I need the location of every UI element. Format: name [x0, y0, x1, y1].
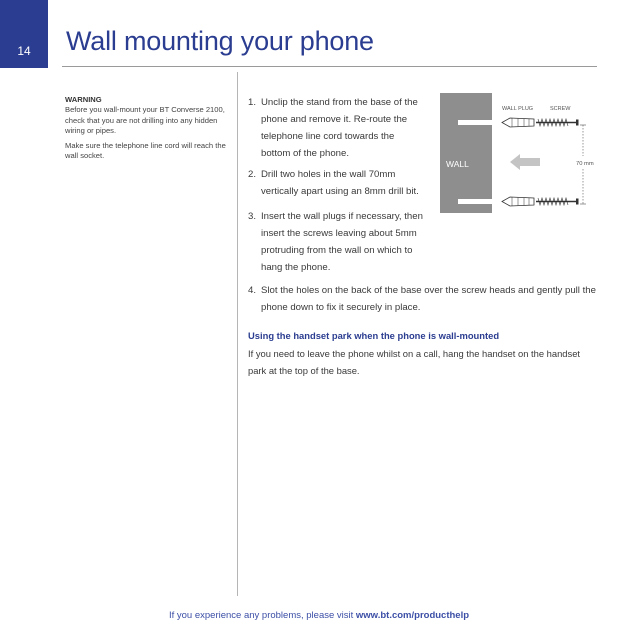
warning-paragraph-2 [65, 141, 230, 162]
drill-hole-bottom [458, 199, 496, 204]
step-line: insert the screws leaving about 5mm [261, 228, 417, 239]
step-text [261, 282, 621, 316]
step-number: 1. [248, 97, 257, 108]
warning-heading: WARNING [65, 95, 102, 104]
wall-mount-diagram [440, 93, 600, 223]
section-line: park at the top of the base. [248, 365, 360, 376]
step-number: 4. [248, 285, 257, 296]
warning-line: Before you wall-mount your BT Converse 2100, [65, 105, 225, 115]
step-text [261, 94, 441, 162]
step-line: vertically apart using an 8mm drill bit. [261, 186, 419, 197]
warning-box [65, 95, 230, 167]
section-line: If you need to leave the phone whilst on a call, hang the handset on the handset [248, 348, 581, 359]
wall-label: WALL [446, 159, 469, 169]
step-line: Insert the wall plugs if necessary, then [261, 211, 423, 222]
screw-bottom [536, 198, 579, 205]
step-line: Drill two holes in the wall 70mm [261, 169, 396, 180]
page-title: Wall mounting your phone [66, 26, 374, 56]
warning-line: wiring or pipes. [65, 125, 117, 135]
warning-paragraph-1 [65, 105, 230, 136]
step-text [261, 166, 441, 200]
step-line: protruding from the wall on which to [261, 245, 413, 256]
step-number: 2. [248, 169, 257, 180]
wall-block [440, 93, 492, 213]
footer-text: If you experience any problems, please visit [168, 610, 356, 621]
warning-line: wall socket. [65, 151, 105, 161]
wall-plug-bottom [502, 197, 534, 206]
drill-hole-top [458, 120, 496, 125]
warning-line: Make sure the telephone line cord will reach the [65, 141, 226, 151]
step-text [261, 208, 441, 276]
step-line: Slot the holes on the back of the base over the screw heads and gently pull the [261, 285, 596, 296]
column-divider [237, 72, 238, 596]
step-line: telephone line cord towards the [261, 131, 395, 142]
step-line: bottom of the phone. [261, 148, 350, 159]
section-paragraph [248, 345, 603, 379]
wall-plug-label: WALL PLUG [502, 106, 534, 112]
footer-link[interactable]: www.bt.com/producthelp [355, 610, 470, 621]
warning-line: check that you are not drilling into any hidden [65, 115, 218, 125]
section-heading: Using the handset park when the phone is wall-mounted [248, 330, 500, 341]
arrow-left-icon [510, 154, 540, 170]
wall-mount-diagram-svg [440, 93, 600, 218]
screw-label: SCREW [550, 106, 571, 112]
step-line: hang the phone. [261, 262, 331, 273]
page-number: 14 [17, 44, 31, 58]
step-line: Unclip the stand from the base of the [261, 97, 418, 108]
footer [0, 610, 638, 621]
wall-plug-top [502, 118, 534, 127]
step-line: phone down to fix it securely in place. [261, 302, 421, 313]
title-rule [62, 66, 597, 67]
step-line: phone and remove it. Re-route the [261, 114, 408, 125]
screw-top [536, 119, 579, 126]
distance-label: 70 mm [576, 161, 594, 167]
step-number: 3. [248, 211, 257, 222]
page-number-tab [0, 0, 48, 68]
